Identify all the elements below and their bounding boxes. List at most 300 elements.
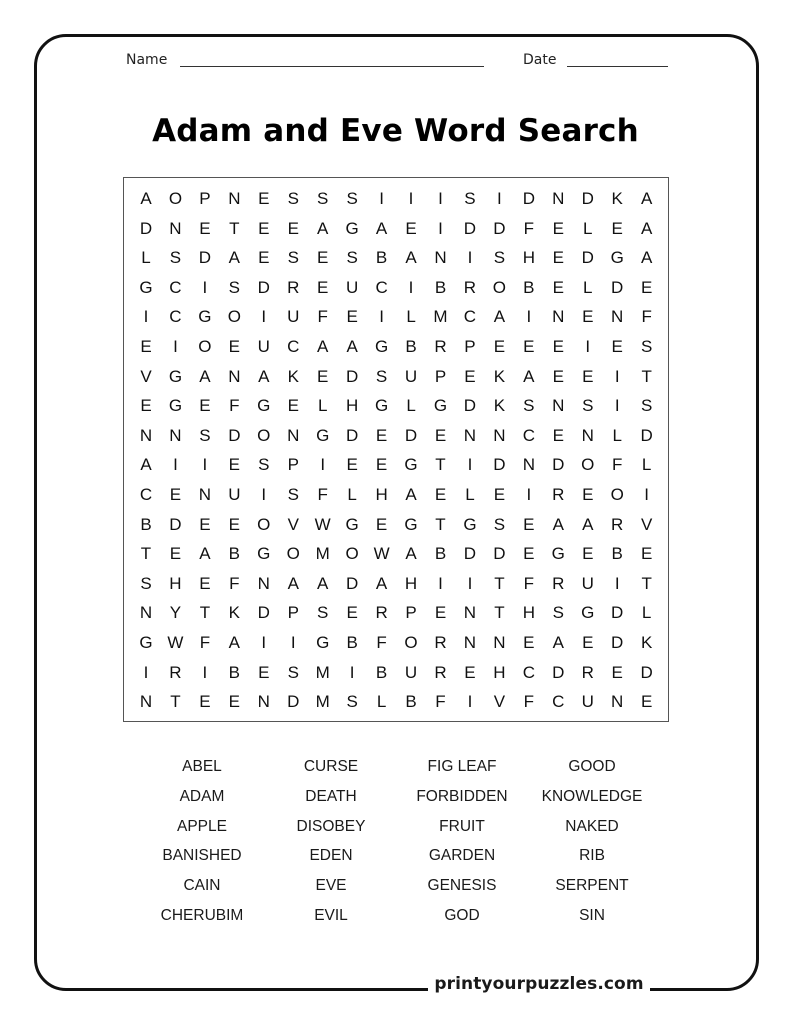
grid-cell: I [614, 396, 620, 416]
grid-cell: E [169, 544, 182, 564]
grid-cell: B [228, 544, 241, 564]
grid-cell: I [202, 277, 208, 297]
grid-cell: S [640, 337, 653, 356]
grid-cell: S [287, 189, 299, 208]
grid-cell: P [434, 366, 447, 386]
word-list-item: GARDEN [428, 847, 496, 865]
grid-cell: F [229, 573, 240, 593]
grid-cell: E [317, 248, 329, 268]
word-list-item: EVIL [314, 907, 348, 924]
grid-cell: P [287, 455, 299, 475]
grid-cell: G [316, 633, 330, 652]
grid-cell: H [522, 248, 535, 268]
grid-cell: N [434, 248, 447, 268]
grid-cell: O [345, 544, 359, 564]
grid-cell: S [493, 248, 506, 268]
grid-cell: N [228, 366, 241, 386]
grid-cell: I [320, 455, 326, 475]
grid-row [124, 214, 668, 244]
grid-cell: G [374, 337, 389, 356]
grid-row [124, 569, 668, 599]
grid-cell: E [640, 692, 653, 712]
grid-cell: K [287, 366, 299, 386]
grid-cell: Y [169, 603, 182, 623]
grid-cell: I [467, 692, 473, 712]
grid-cell: D [640, 662, 653, 682]
grid-cell: E [582, 366, 594, 386]
grid-cell: R [552, 573, 565, 593]
grid-cell: I [261, 485, 267, 504]
grid-cell: S [317, 603, 329, 623]
grid-cell: E [611, 662, 623, 682]
grid-cell: D [522, 189, 535, 208]
grid-cell: D [346, 425, 359, 445]
grid-cell: K [611, 189, 623, 208]
grid-cell: C [522, 425, 535, 445]
grid-cell: N [522, 455, 535, 475]
grid-cell: A [640, 218, 653, 238]
grid-cell: E [346, 603, 358, 623]
grid-cell: A [493, 307, 506, 327]
grid-cell: D [228, 425, 241, 445]
grid-cell: C [375, 277, 388, 297]
grid-cell: A [228, 248, 241, 268]
grid-cell: A [317, 337, 329, 356]
grid-cell: I [290, 633, 296, 652]
grid-cell: B [405, 692, 417, 712]
grid-cell: E [582, 485, 594, 504]
grid-cell: E [523, 544, 535, 564]
word-list-item: DEATH [305, 787, 357, 805]
grid-cell: D [463, 218, 477, 238]
grid-row [124, 421, 668, 451]
grid-cell: D [611, 633, 624, 652]
grid-cell: I [497, 189, 502, 208]
grid-cell: S [317, 189, 329, 208]
grid-cell: A [552, 514, 564, 534]
grid-cell: S [199, 425, 211, 445]
grid-cell: A [405, 485, 417, 504]
grid-cell: E [611, 218, 623, 238]
word-list-item: GENESIS [427, 877, 497, 895]
grid-cell: E [582, 544, 594, 564]
grid-cell: L [376, 692, 387, 712]
grid-cell: F [641, 307, 652, 327]
word-search-grid [123, 177, 669, 722]
grid-cell: R [581, 662, 594, 682]
grid-cell: D [404, 425, 418, 445]
grid-cell: E [258, 248, 270, 268]
grid-cell: L [465, 485, 475, 504]
grid-cell: I [143, 307, 149, 327]
grid-cell: G [345, 218, 359, 238]
grid-cell: D [287, 692, 300, 712]
grid-cell: L [641, 455, 652, 475]
word-list-item: ADAM [179, 787, 225, 805]
grid-cell: B [434, 277, 447, 297]
grid-cell: C [169, 277, 182, 297]
grid-cell: C [287, 337, 300, 356]
grid-cell: E [611, 337, 623, 356]
grid-cell: F [199, 633, 211, 652]
grid-cell: I [173, 337, 178, 356]
grid-cell: A [405, 544, 417, 564]
grid-cell: C [169, 307, 182, 327]
grid-cell: N [139, 425, 153, 445]
grid-cell: I [438, 573, 443, 593]
grid-cell: H [522, 603, 535, 623]
word-list-item: EVE [315, 877, 347, 895]
date-label: Date [523, 52, 557, 68]
word-list-item: FIG LEAF [427, 758, 497, 775]
grid-cell: V [640, 514, 653, 534]
grid-cell: D [169, 514, 182, 534]
grid-cell: N [463, 633, 477, 652]
grid-cell: O [227, 307, 241, 327]
grid-cell: F [317, 307, 328, 327]
grid-cell: S [287, 485, 299, 504]
grid-cell: E [552, 337, 564, 356]
grid-row [124, 480, 668, 510]
word-list-item: SIN [579, 907, 605, 924]
grid-cell: U [346, 277, 359, 297]
grid-cell: U [581, 692, 594, 712]
grid-cell: G [198, 307, 212, 327]
grid-cell: H [493, 662, 506, 682]
grid-cell: D [493, 455, 506, 475]
grid-cell: E [493, 485, 506, 504]
grid-cell: L [347, 485, 357, 504]
grid-cell: H [169, 573, 182, 593]
grid-cell: R [287, 277, 300, 297]
grid-cell: I [173, 455, 178, 475]
grid-cell: N [257, 573, 270, 593]
grid-row [124, 658, 668, 688]
grid-cell: E [287, 396, 299, 416]
grid-cell: A [552, 633, 564, 652]
grid-cell: C [552, 692, 565, 712]
grid-cell: E [287, 218, 299, 238]
grid-cell: G [433, 396, 448, 416]
grid-cell: R [434, 662, 447, 682]
grid-cell: G [374, 396, 389, 416]
grid-cell: L [406, 396, 416, 416]
grid-cell: W [373, 544, 390, 564]
grid-cell: N [139, 692, 153, 712]
grid-cell: I [467, 455, 473, 475]
grid-cell: K [493, 396, 506, 416]
grid-cell: E [523, 514, 535, 534]
grid-cell: V [287, 514, 299, 534]
grid-cell: B [375, 248, 388, 268]
grid-cell: N [463, 425, 477, 445]
grid-cell: U [228, 485, 241, 504]
word-list-item: CHERUBIM [160, 907, 244, 924]
grid-cell: I [614, 573, 620, 593]
grid-cell: I [408, 189, 414, 208]
grid-cell: N [552, 307, 565, 327]
grid-cell: O [286, 544, 300, 564]
grid-cell: O [257, 425, 271, 445]
grid-cell: G [610, 248, 624, 268]
grid-cell: E [228, 337, 241, 356]
grid-row [124, 539, 668, 569]
grid-cell: F [229, 396, 240, 416]
grid-cell: A [140, 189, 152, 208]
word-list-item: FRUIT [439, 817, 485, 835]
grid-cell: E [258, 662, 270, 682]
grid-cell: N [552, 189, 565, 208]
grid-cell: S [523, 396, 535, 416]
grid-cell: N [287, 425, 300, 445]
grid-cell: G [551, 544, 565, 564]
grid-cell: S [287, 248, 299, 268]
grid-cell: D [640, 425, 653, 445]
grid-cell: M [433, 307, 448, 327]
grid-cell: F [523, 692, 535, 712]
grid-cell: A [582, 514, 594, 534]
grid-cell: S [493, 514, 506, 534]
grid-cell: L [406, 307, 416, 327]
grid-cell: S [375, 366, 388, 386]
grid-row [124, 598, 668, 628]
grid-cell: S [464, 189, 476, 208]
grid-cell: B [523, 277, 535, 297]
grid-cell: E [375, 514, 388, 534]
grid-cell: S [552, 603, 564, 623]
grid-cell: I [408, 277, 414, 297]
grid-cell: R [463, 277, 477, 297]
grid-cell: R [434, 337, 447, 356]
grid-cell: S [346, 248, 358, 268]
grid-row [124, 332, 668, 362]
grid-row [124, 302, 668, 332]
grid-cell: O [581, 455, 595, 475]
grid-cell: E [582, 633, 594, 652]
grid-cell: G [316, 425, 330, 445]
grid-cell: I [526, 485, 532, 504]
grid-cell: A [523, 366, 535, 386]
word-list-item: CAIN [183, 877, 221, 895]
grid-cell: E [434, 485, 447, 504]
grid-cell: G [139, 633, 153, 652]
grid-cell: T [170, 692, 181, 712]
grid-cell: E [199, 514, 211, 534]
grid-cell: N [463, 603, 477, 623]
grid-cell: D [346, 573, 359, 593]
word-list-item: RIB [579, 847, 605, 865]
grid-cell: M [315, 544, 330, 564]
grid-cell: E [199, 573, 211, 593]
grid-cell: E [464, 366, 476, 386]
grid-cell: U [287, 307, 300, 327]
grid-cell: T [140, 544, 152, 564]
grid-cell: G [463, 514, 477, 534]
grid-cell: H [404, 573, 418, 593]
grid-cell: E [523, 337, 535, 356]
grid-cell: B [434, 544, 447, 564]
grid-cell: I [438, 189, 443, 208]
grid-cell: F [317, 485, 328, 504]
grid-cell: R [169, 662, 182, 682]
grid-cell: I [614, 366, 620, 386]
grid-row [124, 362, 668, 392]
grid-cell: E [375, 425, 388, 445]
grid-cell: U [257, 337, 270, 356]
grid-row [124, 450, 668, 480]
grid-cell: U [581, 573, 594, 593]
grid-cell: G [168, 396, 183, 416]
grid-cell: D [463, 544, 477, 564]
grid-cell: B [346, 633, 358, 652]
grid-cell: W [314, 514, 331, 534]
grid-cell: E [228, 514, 241, 534]
grid-cell: I [585, 337, 591, 356]
grid-cell: T [435, 514, 446, 534]
grid-cell: C [522, 662, 535, 682]
grid-cell: L [317, 396, 328, 416]
grid-cell: E [140, 396, 152, 416]
grid-cell: G [139, 277, 153, 297]
grid-cell: E [493, 337, 506, 356]
grid-cell: A [346, 337, 358, 356]
word-list-item: DISOBEY [296, 817, 366, 835]
grid-cell: F [523, 573, 535, 593]
grid-cell: N [169, 218, 182, 238]
grid-cell: A [199, 366, 211, 386]
grid-cell: G [345, 514, 359, 534]
grid-cell: L [641, 603, 652, 623]
grid-cell: N [611, 307, 624, 327]
grid-cell: P [405, 603, 417, 623]
grid-cell: E [169, 485, 182, 504]
grid-cell: B [140, 514, 152, 534]
grid-row [124, 510, 668, 540]
grid-cell: S [169, 248, 182, 268]
grid-cell: B [375, 662, 388, 682]
grid-cell: E [434, 425, 447, 445]
grid-cell: D [139, 218, 153, 238]
grid-cell: L [583, 277, 593, 297]
word-list-item: ABEL [182, 758, 222, 775]
grid-cell: A [140, 455, 152, 475]
grid-cell: N [169, 425, 182, 445]
grid-cell: I [202, 662, 208, 682]
grid-cell: D [552, 662, 565, 682]
word-list-item: BANISHED [162, 847, 242, 865]
grid-cell: O [404, 633, 418, 652]
grid-cell: T [494, 573, 505, 593]
grid-cell: G [257, 544, 271, 564]
grid-cell: E [346, 455, 358, 475]
grid-cell: E [258, 218, 270, 238]
grid-cell: E [640, 544, 653, 564]
grid-cell: R [375, 603, 388, 623]
grid-cell: H [375, 485, 388, 504]
grid-cell: F [611, 455, 623, 475]
grid-cell: E [258, 189, 270, 208]
grid-cell: O [198, 337, 212, 356]
grid-cell: N [493, 425, 506, 445]
grid-cell: P [287, 603, 299, 623]
name-field-line[interactable] [180, 66, 484, 67]
grid-cell: I [379, 307, 384, 327]
grid-cell: N [228, 189, 241, 208]
grid-cell: M [315, 662, 330, 682]
grid-cell: H [346, 396, 359, 416]
grid-cell: N [257, 692, 270, 712]
word-list-item: NAKED [565, 817, 619, 835]
grid-cell: I [644, 485, 649, 504]
grid-cell: V [140, 366, 152, 386]
grid-row [124, 687, 668, 717]
grid-cell: D [346, 366, 359, 386]
grid-cell: U [404, 366, 418, 386]
grid-cell: O [168, 189, 183, 208]
grid-cell: R [611, 514, 624, 534]
grid-cell: T [199, 603, 211, 623]
grid-cell: A [199, 544, 211, 564]
grid-cell: A [258, 366, 270, 386]
grid-cell: E [552, 218, 564, 238]
grid-cell: S [258, 455, 270, 475]
page-title: Adam and Eve Word Search [152, 113, 639, 149]
grid-cell: D [257, 603, 270, 623]
grid-row [124, 273, 668, 303]
grid-cell: W [167, 633, 184, 652]
grid-cell: D [581, 189, 594, 208]
grid-cell: T [229, 218, 240, 238]
grid-cell: F [523, 218, 535, 238]
grid-cell: E [552, 425, 564, 445]
grid-cell: P [464, 337, 476, 356]
grid-cell: T [435, 455, 446, 475]
grid-cell: O [492, 277, 506, 297]
grid-cell: E [199, 692, 211, 712]
grid-cell: K [640, 633, 653, 652]
grid-cell: E [317, 366, 329, 386]
grid-cell: R [552, 485, 565, 504]
grid-cell: E [199, 396, 211, 416]
grid-cell: T [641, 573, 652, 593]
grid-cell: C [463, 307, 477, 327]
grid-cell: L [612, 425, 622, 445]
grid-cell: D [611, 277, 624, 297]
grid-cell: E [552, 248, 564, 268]
grid-cell: I [349, 662, 355, 682]
grid-cell: F [376, 633, 387, 652]
grid-row [124, 391, 668, 421]
grid-cell: S [582, 396, 594, 416]
grid-cell: V [493, 692, 506, 712]
grid-cell: D [611, 603, 624, 623]
grid-cell: B [611, 544, 623, 564]
word-list-item: GOD [444, 907, 480, 924]
grid-cell: N [611, 692, 624, 712]
grid-cell: L [141, 248, 151, 268]
site-footer: printyourpuzzles.com [434, 974, 644, 994]
word-list-item: EDEN [309, 847, 353, 865]
grid-cell: G [257, 396, 271, 416]
grid-cell: E [582, 307, 594, 327]
grid-cell: C [139, 485, 153, 504]
date-field-line[interactable] [567, 66, 668, 67]
grid-cell: G [404, 455, 418, 475]
grid-cell: D [581, 248, 594, 268]
word-list-item: FORBIDDEN [416, 787, 508, 805]
grid-cell: S [287, 662, 299, 682]
word-list-item: SERPENT [555, 877, 629, 895]
